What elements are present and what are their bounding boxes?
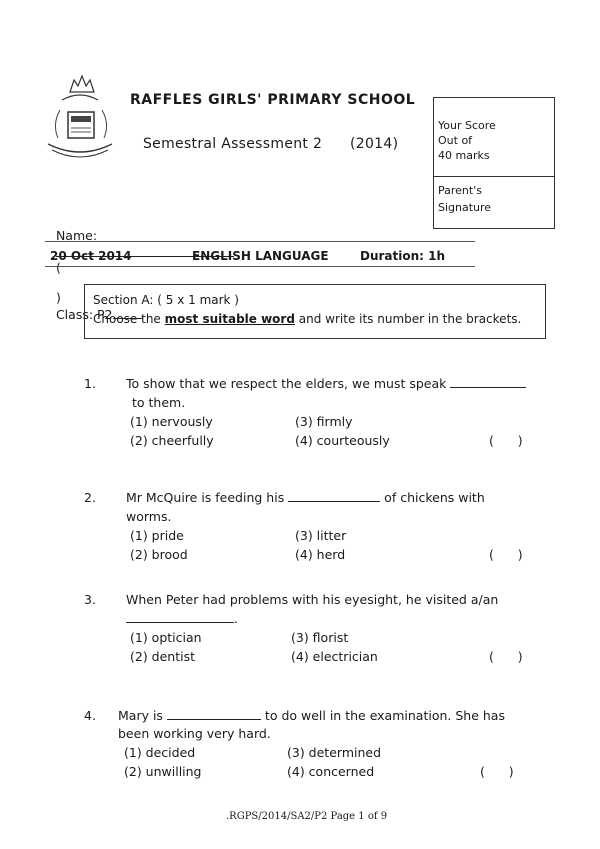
out-of-label: Out of [438, 134, 473, 147]
option-4: (4) concerned [287, 764, 375, 779]
school-crest-icon [40, 72, 120, 168]
page-footer: .RGPS/2014/SA2/P2 Page 1 of 9 [226, 811, 388, 822]
option-4: (4) courteously [295, 433, 390, 448]
option-2: (2) dentist [130, 649, 196, 664]
assessment-year: (2014) [350, 136, 399, 152]
option-4: (4) electrician [291, 649, 378, 664]
name-label: Name: [55, 228, 98, 243]
school-name: RAFFLES GIRLS' PRIMARY SCHOOL [130, 92, 416, 108]
option-2: (2) unwilling [124, 764, 202, 779]
question-text-cont: . [234, 611, 238, 626]
question-text: of chickens with [384, 490, 485, 505]
question-3 [84, 590, 554, 670]
exam-subject: ENGLISH LANGUAGE [192, 249, 329, 263]
instruction-emphasis: most suitable word [164, 312, 295, 326]
option-3: (3) determined [287, 745, 382, 760]
question-text: When Peter had problems with his eyesight, he visited a/an [126, 592, 499, 607]
question-4 [84, 706, 554, 786]
question-text: Mr McQuire is feeding his [126, 490, 285, 505]
answer-blank [167, 706, 261, 720]
answer-blank [126, 609, 234, 623]
question-number: 4. [84, 708, 96, 723]
question-number: 1. [84, 376, 96, 391]
assessment-title: Semestral Assessment 2 [143, 136, 323, 152]
question-text: To show that we respect the elders, we must speak [126, 376, 447, 391]
question-text-cont: to them. [132, 395, 186, 410]
question-number: 2. [84, 490, 96, 505]
option-3: (3) florist [291, 630, 349, 645]
answer-bracket[interactable]: ( ) [489, 433, 523, 448]
option-2: (2) brood [130, 547, 188, 562]
answer-bracket[interactable]: ( ) [489, 547, 523, 562]
bottom-rule [45, 266, 475, 267]
question-text: to do well in the examination. She has [264, 708, 505, 723]
exam-duration: Duration: 1h [360, 249, 446, 263]
question-number: 3. [84, 592, 96, 607]
score-box [433, 97, 555, 229]
parents-label: Parent's [438, 184, 482, 197]
answer-bracket[interactable]: ( ) [480, 764, 514, 779]
option-1: (1) decided [124, 745, 196, 760]
question-2 [84, 488, 554, 568]
question-text-cont: been working very hard. [118, 726, 271, 741]
score-box-divider [434, 176, 554, 177]
answer-blank [288, 488, 380, 502]
option-4: (4) herd [295, 547, 346, 562]
signature-label: Signature [438, 201, 492, 214]
option-1: (1) pride [130, 528, 184, 543]
exam-date: 20 Oct 2014 [50, 249, 132, 263]
your-score-label: Your Score [438, 119, 496, 132]
option-3: (3) litter [295, 528, 347, 543]
question-text: Mary is [118, 708, 163, 723]
total-marks-label: 40 marks [438, 149, 490, 162]
section-a-title: Section A: ( 5 x 1 mark ) [93, 293, 239, 307]
question-text-cont: worms. [126, 509, 172, 524]
option-1: (1) optician [130, 630, 202, 645]
section-a-instruction: Choose the most suitable word and write its number in the brackets. [93, 312, 522, 326]
question-1 [84, 374, 554, 454]
class-label: Class: P2 [55, 307, 113, 322]
answer-blank [450, 374, 526, 388]
top-rule [45, 241, 475, 242]
section-a-instructions [84, 284, 546, 339]
answer-bracket[interactable]: ( ) [489, 649, 523, 664]
register-open-paren: ( [55, 260, 61, 275]
register-close-paren: ) [55, 290, 61, 305]
option-2: (2) cheerfully [130, 433, 214, 448]
option-1: (1) nervously [130, 414, 213, 429]
option-3: (3) firmly [295, 414, 353, 429]
